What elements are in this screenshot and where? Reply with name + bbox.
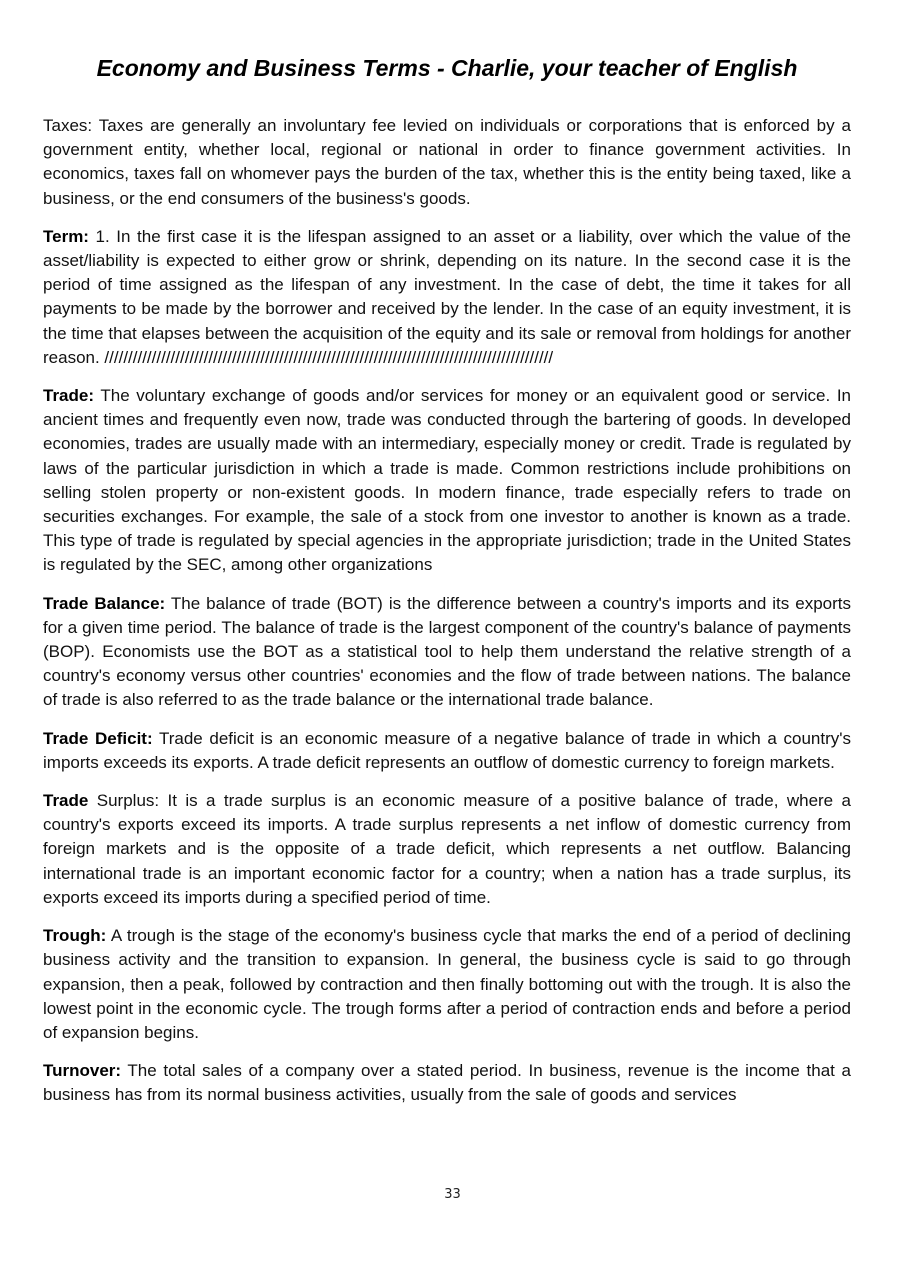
entry-trade-deficit — [43, 727, 851, 775]
entry-trade-balance — [43, 592, 851, 713]
entry-text: Surplus: It is a trade surplus is an economic measure of a positive balance of trade, where a country's exports exceed its imports. A trade surplus represents a net inflow of domestic currency from foreign markets and is the opposite of a trade deficit, which represents a net outflow. Balancing international trade is an important economic factor for a country; when a nation has a trade surplus, its exports exceed its imports during a specified period of time. — [43, 791, 851, 907]
entry-taxes — [43, 114, 851, 211]
entry-text: A trough is the stage of the economy's business cycle that marks the end of a period of declining business activity and the transition to expansion. In general, the business cycle is said to go through expansion, then a peak, followed by contraction and then finally bottoming out with the trough. It is also the lowest point in the economic cycle. The trough forms after a period of contraction ends and before a period of expansion begins. — [43, 926, 851, 1042]
entry-turnover — [43, 1059, 851, 1107]
entry-text: 1. In the first case it is the lifespan assigned to an asset or a liability, over which the value of the asset/liability is expected to either grow or shrink, depending on its nature. In the second case it is the period of time assigned as the lifespan of any investment. In the case of debt, the time it takes for all payments to be made by the borrower and received by the lender. In the case of an equity investment, it is the time that elapses between the acquisition of the equity and its sale or removal from holdings for another reason. /////////////////////////////////////////////////////////////////////////////////////////////// — [43, 226, 851, 367]
entry-term: Term: — [43, 226, 89, 246]
page-number: 33 — [444, 1187, 461, 1202]
entry-text: Trade deficit is an economic measure of a negative balance of trade in which a country's imports exceeds its exports. A trade deficit represents an outflow of domestic currency to foreign markets. — [43, 728, 851, 772]
entry-term: Trade — [43, 791, 89, 811]
entry-term: Trade Deficit: — [43, 728, 153, 748]
entry-text: Taxes: Taxes are generally an involuntary fee levied on individuals or corporations that is enforced by a government entity, whether local, regional or national in order to finance government activities. In economics, taxes fall on whomever pays the burden of the tax, whether this is the entity being taxed, like a business, or the end consumers of the business's goods. — [43, 116, 851, 208]
entry-trade-surplus — [43, 789, 851, 910]
entry-term: Trade Balance: — [43, 593, 166, 613]
entry-trade — [43, 384, 851, 578]
entry-text: The voluntary exchange of goods and/or services for money or an equivalent good or service. In ancient times and frequently even now, trade was conducted through the bartering of goods. In developed economies, trades are usually made with an intermediary, especially money or credit. Trade is regulated by laws of the particular jurisdiction in which a trade is made. Common restrictions include prohibitions on selling stolen property or non-existent goods. In modern finance, trade especially refers to trade on securities exchanges. For example, the sale of a stock from one investor to another is known as a trade. This type of trade is regulated by special agencies in the appropriate jurisdiction; trade in the United States is regulated by the SEC, among other organizations — [43, 386, 851, 575]
document-page — [43, 52, 851, 1122]
page-title: Economy and Business Terms - Charlie, your teacher of English — [96, 55, 798, 81]
entry-trough — [43, 924, 851, 1045]
entry-term: Trough: — [43, 926, 107, 946]
entry-term: Trade: — [43, 386, 95, 406]
entry-text: The total sales of a company over a stated period. In business, revenue is the income that a business has from its normal business activities, usually from the sale of goods and services — [43, 1061, 851, 1105]
entry-term-definition — [43, 225, 851, 370]
entry-term: Turnover: — [43, 1061, 122, 1081]
entry-text: The balance of trade (BOT) is the difference between a country's imports and its exports for a given time period. The balance of trade is the largest component of the country's balance of payments (BOP). Economists use the BOT as a statistical tool to help them understand the relative strength of a country's economy versus other countries' economies and the flow of trade between nations. The balance of trade is also referred to as the trade balance or the international trade balance. — [43, 593, 851, 710]
